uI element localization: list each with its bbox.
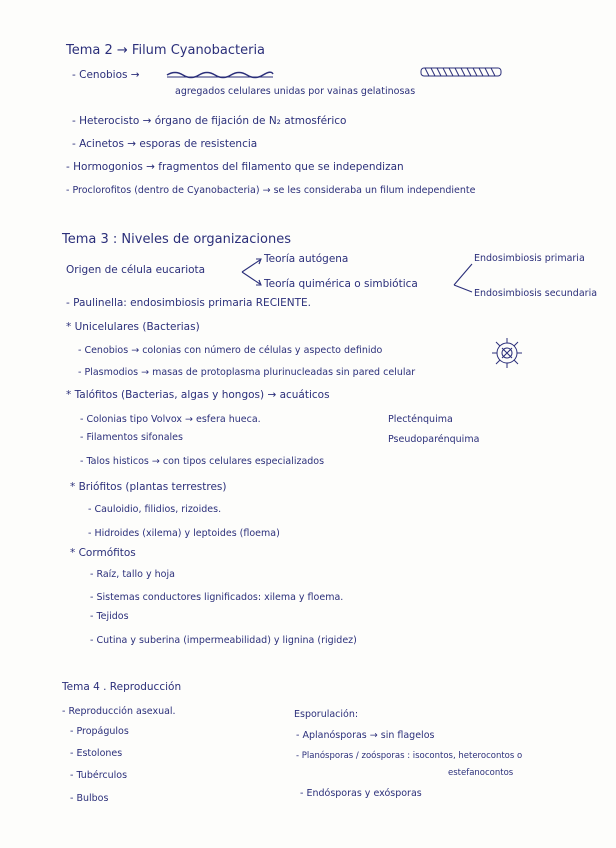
cell-chain-sketch-icon: [420, 65, 502, 79]
esporulacion-heading: Esporulación:: [294, 709, 359, 720]
origen-celula: Origen de célula eucariota: [66, 264, 206, 276]
raiz-line: - Raíz, tallo y hoja: [90, 569, 175, 580]
talofitos-heading: * Talófitos (Bacterias, algas y hongos) → acuáticos: [66, 389, 330, 401]
cauloidio-line: - Cauloidio, filidios, rizoides.: [88, 504, 222, 515]
heterocisto-line: - Heterocisto → órgano de fijación de N₂ atmosférico: [72, 115, 347, 127]
cenobios-desc: agregados celulares unidas por vainas gelatinosas: [175, 86, 416, 97]
plectenquima-label: Plecténquima: [388, 414, 453, 425]
cenobios-label: - Cenobios →: [72, 69, 140, 81]
colony-sketch-icon: [486, 334, 528, 372]
hormogonios-line: - Hormogonios → fragmentos del filamento que se independizan: [66, 161, 404, 173]
cormofitos-heading: * Cormófitos: [70, 547, 136, 559]
aplanosporas-line: - Aplanósporas → sin flagelos: [296, 730, 435, 741]
paulinella-line: - Paulinella: endosimbiosis primaria RECIENTE.: [66, 297, 311, 309]
pseudoparenquima-label: Pseudoparénquima: [388, 434, 480, 445]
tema4-title: Tema 4 . Reproducción: [62, 681, 182, 693]
teoria-quimerica: Teoría quimérica o simbiótica: [264, 278, 418, 290]
propagulos-item: - Propágulos: [70, 726, 129, 737]
bulbos-item: - Bulbos: [70, 793, 109, 804]
tejidos-line: - Tejidos: [90, 611, 129, 622]
tema2-title: Tema 2 → Filum Cyanobacteria: [66, 43, 266, 58]
reproduccion-asexual: - Reproducción asexual.: [62, 706, 176, 717]
tuberculos-item: - Tubérculos: [70, 770, 128, 781]
endosimbiosis-primaria: Endosimbiosis primaria: [474, 253, 585, 264]
cenobios-line: - Cenobios → colonias con número de células y aspecto definido: [78, 345, 383, 356]
estefanocontos-line: estefanocontos: [448, 768, 514, 778]
proclorofitos-line: - Proclorofitos (dentro de Cyanobacteria) → se les consideraba un filum independiente: [66, 185, 476, 196]
endosporas-line: - Endósporas y exósporas: [300, 788, 422, 799]
unicelulares-heading: * Unicelulares (Bacterias): [66, 321, 200, 333]
tema3-title: Tema 3 : Niveles de organizaciones: [62, 232, 291, 247]
colonias-volvox-line: - Colonias tipo Volvox → esfera hueca.: [80, 414, 261, 425]
hidroides-line: - Hidroides (xilema) y leptoides (floema): [88, 528, 280, 539]
talos-histicos-line: - Talos histicos → con tipos celulares especializados: [80, 456, 325, 467]
endosimbiosis-secundaria: Endosimbiosis secundaria: [474, 288, 598, 299]
estolones-item: - Estolones: [70, 748, 123, 759]
filamentos-line: - Filamentos sifonales: [80, 432, 183, 443]
sistemas-line: - Sistemas conductores lignificados: xilema y floema.: [90, 592, 344, 603]
scribbled-out-word: [165, 68, 275, 80]
acinetos-line: - Acinetos → esporas de resistencia: [72, 138, 258, 150]
cutina-line: - Cutina y suberina (impermeabilidad) y lignina (rigidez): [90, 635, 357, 646]
teoria-autogena: Teoría autógena: [264, 253, 349, 265]
briofitos-heading: * Briófitos (plantas terrestres): [70, 481, 227, 493]
plasmodios-line: - Plasmodios → masas de protoplasma plurinucleadas sin pared celular: [78, 367, 416, 378]
planosporas-line: - Planósporas / zoósporas : isocontos, heterocontos o: [296, 751, 523, 761]
